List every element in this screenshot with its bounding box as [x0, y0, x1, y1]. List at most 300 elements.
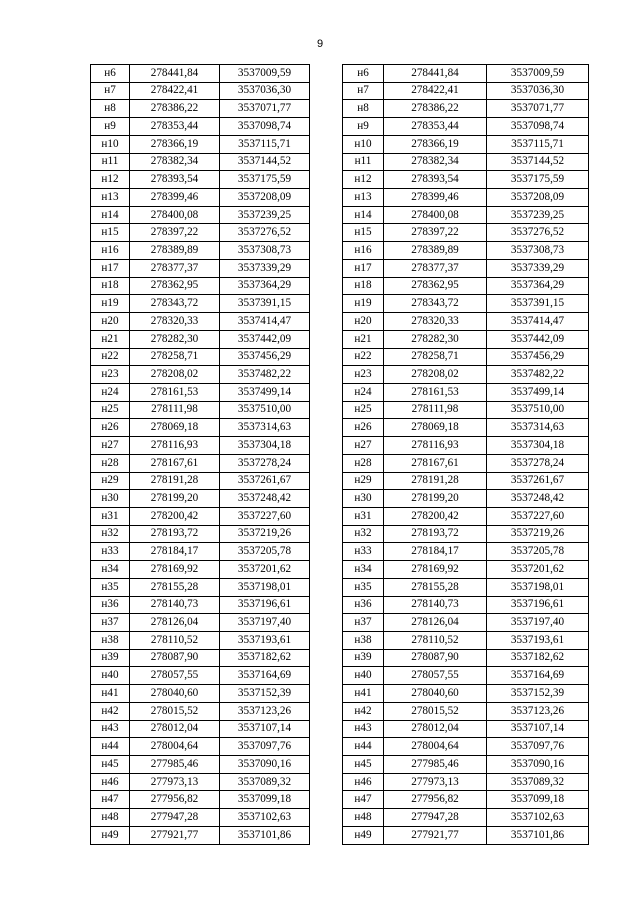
point-id-cell: н11	[343, 153, 384, 171]
point-id-cell: н6	[91, 65, 130, 83]
point-id-cell: н14	[91, 206, 130, 224]
point-id-cell: н25	[343, 401, 384, 419]
x-coordinate-cell: 278282,30	[384, 330, 487, 348]
point-id-cell: н18	[343, 277, 384, 295]
point-id-cell: н22	[343, 348, 384, 366]
table-row	[91, 135, 310, 153]
y-coordinate-cell: 3537115,71	[487, 135, 589, 153]
point-id-cell: н38	[91, 632, 130, 650]
table-row	[343, 242, 589, 260]
point-id-cell: н27	[91, 437, 130, 455]
table-row	[343, 649, 589, 667]
y-coordinate-cell: 3537414,47	[487, 313, 589, 331]
coordinates-table-right-body	[343, 65, 589, 845]
x-coordinate-cell: 278169,92	[130, 561, 220, 579]
point-id-cell: н33	[343, 543, 384, 561]
y-coordinate-cell: 3537193,61	[487, 632, 589, 650]
x-coordinate-cell: 278422,41	[384, 82, 487, 100]
coordinates-table-left	[90, 64, 310, 845]
table-row	[91, 490, 310, 508]
x-coordinate-cell: 278057,55	[384, 667, 487, 685]
table-row	[91, 578, 310, 596]
table-row	[343, 135, 589, 153]
x-coordinate-cell: 277947,28	[130, 809, 220, 827]
x-coordinate-cell: 278111,98	[384, 401, 487, 419]
table-row	[91, 720, 310, 738]
table-row	[343, 685, 589, 703]
table-row	[343, 295, 589, 313]
y-coordinate-cell: 3537164,69	[487, 667, 589, 685]
x-coordinate-cell: 278012,04	[130, 720, 220, 738]
x-coordinate-cell: 277973,13	[384, 773, 487, 791]
point-id-cell: н30	[91, 490, 130, 508]
point-id-cell: н40	[91, 667, 130, 685]
y-coordinate-cell: 3537144,52	[220, 153, 310, 171]
y-coordinate-cell: 3537193,61	[220, 632, 310, 650]
point-id-cell: н30	[343, 490, 384, 508]
x-coordinate-cell: 278200,42	[130, 507, 220, 525]
table-row	[343, 632, 589, 650]
point-id-cell: н47	[343, 791, 384, 809]
point-id-cell: н49	[91, 826, 130, 844]
table-row	[91, 738, 310, 756]
y-coordinate-cell: 3537482,22	[220, 366, 310, 384]
table-row	[343, 507, 589, 525]
table-row	[91, 65, 310, 83]
table-row	[343, 313, 589, 331]
y-coordinate-cell: 3537197,40	[487, 614, 589, 632]
table-row	[91, 632, 310, 650]
table-row	[91, 242, 310, 260]
table-row	[91, 171, 310, 189]
point-id-cell: н47	[91, 791, 130, 809]
point-id-cell: н18	[91, 277, 130, 295]
y-coordinate-cell: 3537036,30	[220, 82, 310, 100]
y-coordinate-cell: 3537499,14	[220, 383, 310, 401]
y-coordinate-cell: 3537071,77	[487, 100, 589, 118]
x-coordinate-cell: 278087,90	[130, 649, 220, 667]
y-coordinate-cell: 3537482,22	[487, 366, 589, 384]
coordinates-table-right	[342, 64, 589, 845]
x-coordinate-cell: 278389,89	[384, 242, 487, 260]
table-row	[343, 525, 589, 543]
y-coordinate-cell: 3537009,59	[220, 65, 310, 83]
y-coordinate-cell: 3537123,26	[487, 702, 589, 720]
x-coordinate-cell: 278377,37	[130, 259, 220, 277]
y-coordinate-cell: 3537227,60	[487, 507, 589, 525]
x-coordinate-cell: 278004,64	[130, 738, 220, 756]
y-coordinate-cell: 3537208,09	[220, 189, 310, 207]
x-coordinate-cell: 278366,19	[384, 135, 487, 153]
table-row	[91, 454, 310, 472]
x-coordinate-cell: 278343,72	[130, 295, 220, 313]
table-row	[91, 189, 310, 207]
x-coordinate-cell: 278057,55	[130, 667, 220, 685]
x-coordinate-cell: 278193,72	[384, 525, 487, 543]
y-coordinate-cell: 3537090,16	[487, 756, 589, 774]
x-coordinate-cell: 278161,53	[384, 383, 487, 401]
point-id-cell: н46	[91, 773, 130, 791]
x-coordinate-cell: 278161,53	[130, 383, 220, 401]
point-id-cell: н34	[91, 561, 130, 579]
point-id-cell: н32	[91, 525, 130, 543]
table-row	[343, 773, 589, 791]
y-coordinate-cell: 3537339,29	[220, 259, 310, 277]
x-coordinate-cell: 277921,77	[130, 826, 220, 844]
table-row	[91, 702, 310, 720]
point-id-cell: н26	[343, 419, 384, 437]
x-coordinate-cell: 278353,44	[130, 118, 220, 136]
table-row	[91, 756, 310, 774]
y-coordinate-cell: 3537208,09	[487, 189, 589, 207]
point-id-cell: н21	[343, 330, 384, 348]
x-coordinate-cell: 278441,84	[130, 65, 220, 83]
x-coordinate-cell: 278382,34	[384, 153, 487, 171]
y-coordinate-cell: 3537152,39	[487, 685, 589, 703]
y-coordinate-cell: 3537009,59	[487, 65, 589, 83]
point-id-cell: н10	[91, 135, 130, 153]
x-coordinate-cell: 278320,33	[384, 313, 487, 331]
point-id-cell: н46	[343, 773, 384, 791]
table-row	[343, 472, 589, 490]
table-row	[91, 82, 310, 100]
y-coordinate-cell: 3537278,24	[220, 454, 310, 472]
table-row	[343, 100, 589, 118]
x-coordinate-cell: 278399,46	[130, 189, 220, 207]
x-coordinate-cell: 278111,98	[130, 401, 220, 419]
table-row	[343, 596, 589, 614]
y-coordinate-cell: 3537123,26	[220, 702, 310, 720]
point-id-cell: н33	[91, 543, 130, 561]
x-coordinate-cell: 278015,52	[384, 702, 487, 720]
y-coordinate-cell: 3537442,09	[220, 330, 310, 348]
x-coordinate-cell: 277985,46	[130, 756, 220, 774]
point-id-cell: н36	[91, 596, 130, 614]
x-coordinate-cell: 278193,72	[130, 525, 220, 543]
x-coordinate-cell: 278199,20	[130, 490, 220, 508]
y-coordinate-cell: 3537198,01	[220, 578, 310, 596]
point-id-cell: н17	[343, 259, 384, 277]
point-id-cell: н19	[343, 295, 384, 313]
point-id-cell: н12	[91, 171, 130, 189]
table-row	[343, 401, 589, 419]
y-coordinate-cell: 3537071,77	[220, 100, 310, 118]
x-coordinate-cell: 278015,52	[130, 702, 220, 720]
x-coordinate-cell: 278116,93	[384, 437, 487, 455]
point-id-cell: н7	[91, 82, 130, 100]
table-row	[91, 348, 310, 366]
point-id-cell: н10	[343, 135, 384, 153]
x-coordinate-cell: 278126,04	[384, 614, 487, 632]
x-coordinate-cell: 278199,20	[384, 490, 487, 508]
table-row	[91, 649, 310, 667]
x-coordinate-cell: 278399,46	[384, 189, 487, 207]
table-row	[343, 667, 589, 685]
y-coordinate-cell: 3537414,47	[220, 313, 310, 331]
table-row	[343, 65, 589, 83]
x-coordinate-cell: 278386,22	[384, 100, 487, 118]
x-coordinate-cell: 278422,41	[130, 82, 220, 100]
table-row	[91, 383, 310, 401]
table-row	[91, 507, 310, 525]
y-coordinate-cell: 3537196,61	[220, 596, 310, 614]
y-coordinate-cell: 3537107,14	[220, 720, 310, 738]
table-row	[343, 189, 589, 207]
table-row	[91, 543, 310, 561]
y-coordinate-cell: 3537115,71	[220, 135, 310, 153]
table-row	[343, 561, 589, 579]
x-coordinate-cell: 277921,77	[384, 826, 487, 844]
table-row	[343, 738, 589, 756]
y-coordinate-cell: 3537261,67	[220, 472, 310, 490]
x-coordinate-cell: 277947,28	[384, 809, 487, 827]
y-coordinate-cell: 3537308,73	[487, 242, 589, 260]
y-coordinate-cell: 3537107,14	[487, 720, 589, 738]
table-row	[343, 756, 589, 774]
point-id-cell: н42	[91, 702, 130, 720]
point-id-cell: н43	[91, 720, 130, 738]
point-id-cell: н19	[91, 295, 130, 313]
x-coordinate-cell: 277985,46	[384, 756, 487, 774]
y-coordinate-cell: 3537499,14	[487, 383, 589, 401]
y-coordinate-cell: 3537510,00	[220, 401, 310, 419]
table-row	[343, 277, 589, 295]
point-id-cell: н48	[343, 809, 384, 827]
y-coordinate-cell: 3537144,52	[487, 153, 589, 171]
y-coordinate-cell: 3537102,63	[220, 809, 310, 827]
y-coordinate-cell: 3537314,63	[220, 419, 310, 437]
y-coordinate-cell: 3537201,62	[487, 561, 589, 579]
x-coordinate-cell: 278397,22	[384, 224, 487, 242]
point-id-cell: н27	[343, 437, 384, 455]
x-coordinate-cell: 278397,22	[130, 224, 220, 242]
y-coordinate-cell: 3537198,01	[487, 578, 589, 596]
x-coordinate-cell: 278069,18	[130, 419, 220, 437]
x-coordinate-cell: 278184,17	[130, 543, 220, 561]
x-coordinate-cell: 278393,54	[384, 171, 487, 189]
table-row	[91, 791, 310, 809]
y-coordinate-cell: 3537196,61	[487, 596, 589, 614]
y-coordinate-cell: 3537090,16	[220, 756, 310, 774]
table-row	[91, 525, 310, 543]
x-coordinate-cell: 278320,33	[130, 313, 220, 331]
y-coordinate-cell: 3537097,76	[220, 738, 310, 756]
point-id-cell: н8	[343, 100, 384, 118]
x-coordinate-cell: 278012,04	[384, 720, 487, 738]
point-id-cell: н45	[91, 756, 130, 774]
point-id-cell: н29	[91, 472, 130, 490]
point-id-cell: н28	[343, 454, 384, 472]
point-id-cell: н23	[91, 366, 130, 384]
x-coordinate-cell: 278069,18	[384, 419, 487, 437]
x-coordinate-cell: 278362,95	[384, 277, 487, 295]
x-coordinate-cell: 278208,02	[384, 366, 487, 384]
table-row	[343, 118, 589, 136]
y-coordinate-cell: 3537239,25	[487, 206, 589, 224]
point-id-cell: н22	[91, 348, 130, 366]
y-coordinate-cell: 3537182,62	[220, 649, 310, 667]
point-id-cell: н31	[343, 507, 384, 525]
table-row	[343, 826, 589, 844]
table-row	[343, 383, 589, 401]
x-coordinate-cell: 278140,73	[384, 596, 487, 614]
point-id-cell: н21	[91, 330, 130, 348]
y-coordinate-cell: 3537442,09	[487, 330, 589, 348]
table-row	[91, 330, 310, 348]
x-coordinate-cell: 278155,28	[130, 578, 220, 596]
y-coordinate-cell: 3537227,60	[220, 507, 310, 525]
y-coordinate-cell: 3537248,42	[487, 490, 589, 508]
x-coordinate-cell: 278004,64	[384, 738, 487, 756]
point-id-cell: н8	[91, 100, 130, 118]
y-coordinate-cell: 3537276,52	[487, 224, 589, 242]
x-coordinate-cell: 278126,04	[130, 614, 220, 632]
x-coordinate-cell: 277973,13	[130, 773, 220, 791]
x-coordinate-cell: 278110,52	[130, 632, 220, 650]
y-coordinate-cell: 3537152,39	[220, 685, 310, 703]
y-coordinate-cell: 3537101,86	[220, 826, 310, 844]
x-coordinate-cell: 278155,28	[384, 578, 487, 596]
x-coordinate-cell: 278400,08	[384, 206, 487, 224]
y-coordinate-cell: 3537364,29	[220, 277, 310, 295]
table-row	[91, 614, 310, 632]
point-id-cell: н20	[91, 313, 130, 331]
point-id-cell: н32	[343, 525, 384, 543]
y-coordinate-cell: 3537197,40	[220, 614, 310, 632]
table-row	[343, 330, 589, 348]
x-coordinate-cell: 278441,84	[384, 65, 487, 83]
point-id-cell: н40	[343, 667, 384, 685]
y-coordinate-cell: 3537308,73	[220, 242, 310, 260]
table-row	[343, 578, 589, 596]
y-coordinate-cell: 3537278,24	[487, 454, 589, 472]
table-row	[343, 419, 589, 437]
table-row	[91, 100, 310, 118]
table-row	[91, 295, 310, 313]
table-row	[91, 366, 310, 384]
x-coordinate-cell: 278040,60	[384, 685, 487, 703]
point-id-cell: н9	[91, 118, 130, 136]
y-coordinate-cell: 3537089,32	[487, 773, 589, 791]
point-id-cell: н41	[343, 685, 384, 703]
point-id-cell: н9	[343, 118, 384, 136]
y-coordinate-cell: 3537099,18	[487, 791, 589, 809]
table-row	[91, 419, 310, 437]
point-id-cell: н23	[343, 366, 384, 384]
y-coordinate-cell: 3537102,63	[487, 809, 589, 827]
y-coordinate-cell: 3537304,18	[487, 437, 589, 455]
table-row	[91, 313, 310, 331]
y-coordinate-cell: 3537219,26	[220, 525, 310, 543]
point-id-cell: н44	[91, 738, 130, 756]
x-coordinate-cell: 278353,44	[384, 118, 487, 136]
table-row	[91, 472, 310, 490]
point-id-cell: н25	[91, 401, 130, 419]
table-row	[91, 224, 310, 242]
y-coordinate-cell: 3537456,29	[220, 348, 310, 366]
table-row	[91, 437, 310, 455]
point-id-cell: н16	[343, 242, 384, 260]
y-coordinate-cell: 3537201,62	[220, 561, 310, 579]
point-id-cell: н6	[343, 65, 384, 83]
y-coordinate-cell: 3537261,67	[487, 472, 589, 490]
table-row	[91, 596, 310, 614]
point-id-cell: н39	[91, 649, 130, 667]
point-id-cell: н45	[343, 756, 384, 774]
table-row	[91, 685, 310, 703]
y-coordinate-cell: 3537314,63	[487, 419, 589, 437]
page-number: 9	[316, 38, 324, 50]
point-id-cell: н29	[343, 472, 384, 490]
y-coordinate-cell: 3537510,00	[487, 401, 589, 419]
point-id-cell: н14	[343, 206, 384, 224]
point-id-cell: н49	[343, 826, 384, 844]
point-id-cell: н31	[91, 507, 130, 525]
y-coordinate-cell: 3537098,74	[487, 118, 589, 136]
table-row	[91, 277, 310, 295]
point-id-cell: н13	[91, 189, 130, 207]
x-coordinate-cell: 278087,90	[384, 649, 487, 667]
point-id-cell: н15	[343, 224, 384, 242]
x-coordinate-cell: 278282,30	[130, 330, 220, 348]
x-coordinate-cell: 278040,60	[130, 685, 220, 703]
point-id-cell: н28	[91, 454, 130, 472]
point-id-cell: н48	[91, 809, 130, 827]
point-id-cell: н20	[343, 313, 384, 331]
x-coordinate-cell: 278386,22	[130, 100, 220, 118]
table-row	[343, 437, 589, 455]
table-row	[343, 366, 589, 384]
x-coordinate-cell: 278400,08	[130, 206, 220, 224]
table-row	[343, 490, 589, 508]
table-row	[91, 809, 310, 827]
x-coordinate-cell: 278140,73	[130, 596, 220, 614]
point-id-cell: н12	[343, 171, 384, 189]
table-row	[91, 773, 310, 791]
y-coordinate-cell: 3537089,32	[220, 773, 310, 791]
y-coordinate-cell: 3537239,25	[220, 206, 310, 224]
y-coordinate-cell: 3537097,76	[487, 738, 589, 756]
table-row	[343, 702, 589, 720]
point-id-cell: н35	[91, 578, 130, 596]
table-row	[343, 454, 589, 472]
y-coordinate-cell: 3537339,29	[487, 259, 589, 277]
y-coordinate-cell: 3537456,29	[487, 348, 589, 366]
table-row	[91, 153, 310, 171]
point-id-cell: н13	[343, 189, 384, 207]
x-coordinate-cell: 278167,61	[384, 454, 487, 472]
point-id-cell: н35	[343, 578, 384, 596]
point-id-cell: н41	[91, 685, 130, 703]
x-coordinate-cell: 278343,72	[384, 295, 487, 313]
table-row	[91, 259, 310, 277]
point-id-cell: н11	[91, 153, 130, 171]
y-coordinate-cell: 3537175,59	[487, 171, 589, 189]
x-coordinate-cell: 278191,28	[130, 472, 220, 490]
x-coordinate-cell: 278382,34	[130, 153, 220, 171]
table-row	[343, 614, 589, 632]
y-coordinate-cell: 3537182,62	[487, 649, 589, 667]
table-row	[343, 224, 589, 242]
table-row	[343, 259, 589, 277]
table-row	[91, 206, 310, 224]
table-row	[343, 171, 589, 189]
point-id-cell: н16	[91, 242, 130, 260]
x-coordinate-cell: 278184,17	[384, 543, 487, 561]
point-id-cell: н44	[343, 738, 384, 756]
table-row	[343, 206, 589, 224]
table-row	[91, 561, 310, 579]
